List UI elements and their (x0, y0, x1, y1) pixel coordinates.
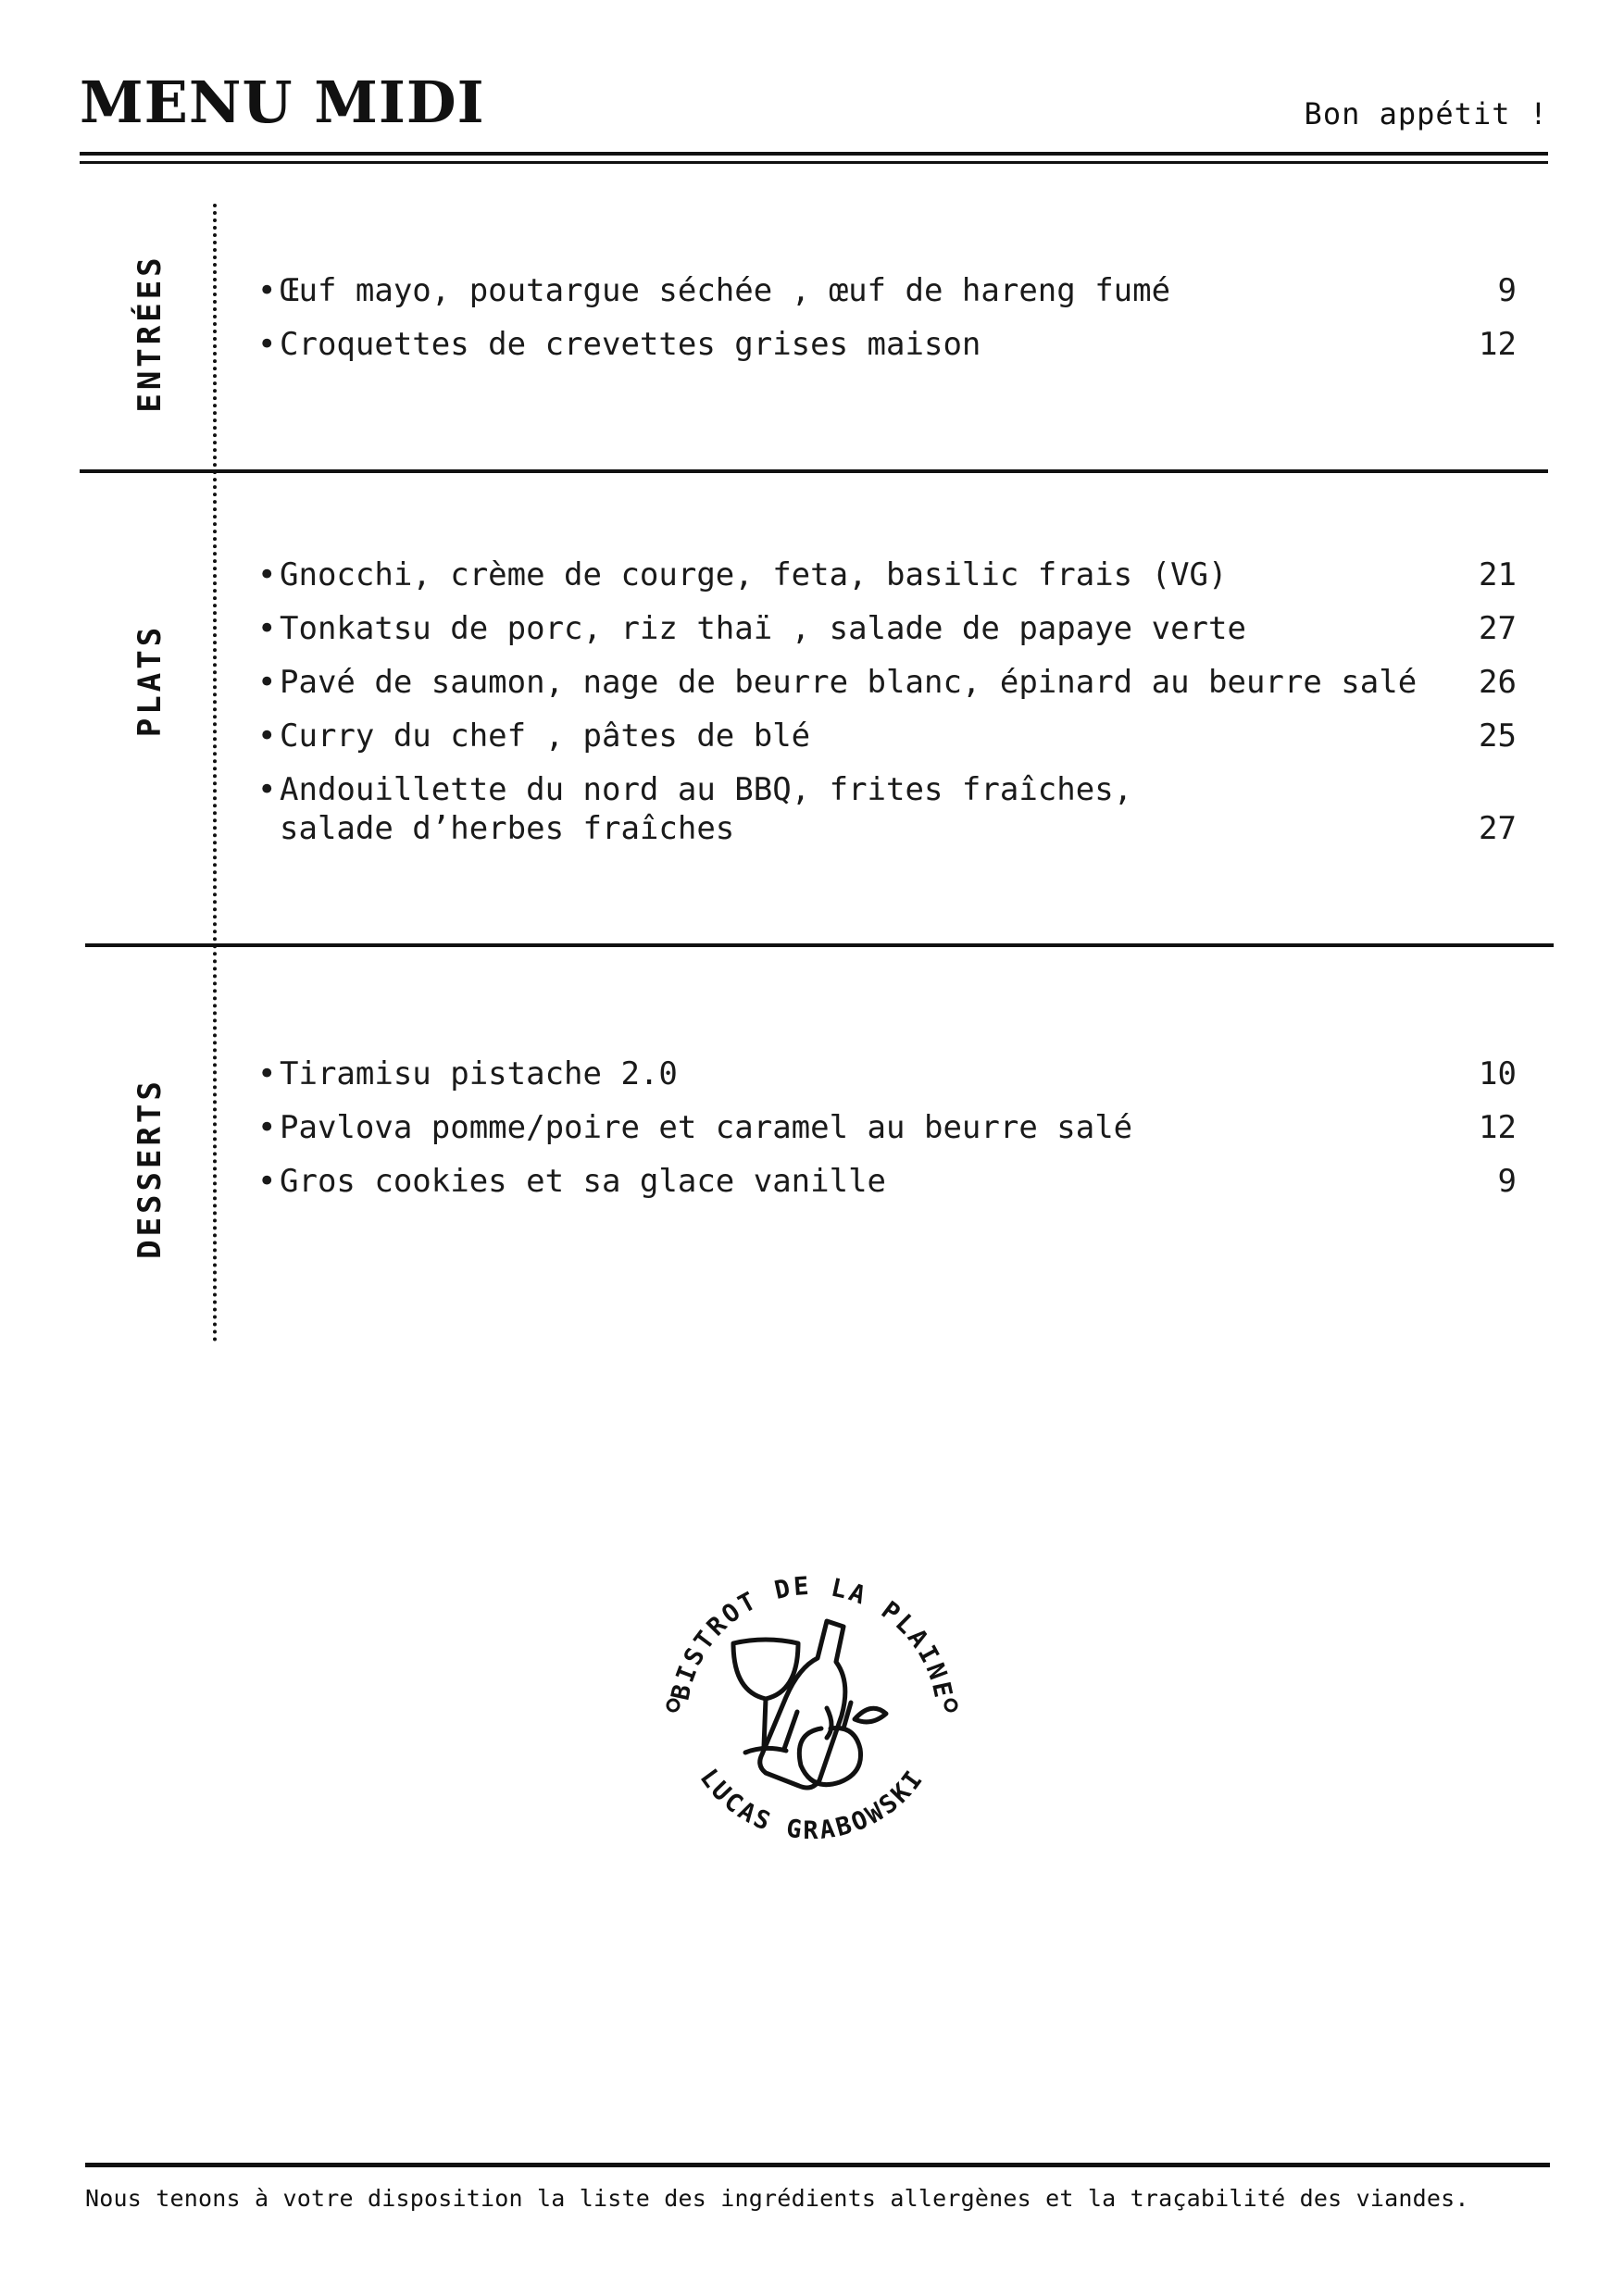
menu-item-name: Curry du chef , pâtes de blé (280, 718, 811, 755)
section-items-entrees (257, 271, 1517, 379)
section-divider-dotted (213, 204, 217, 1342)
menu-item-name: Andouillette du nord au BBQ, frites fraîches, salade d’herbes fraîches (280, 771, 1133, 847)
bullet: • (257, 272, 277, 309)
footer-rule (85, 2163, 1550, 2167)
menu-item-name: Tiramisu pistache 2.0 (280, 1055, 678, 1092)
menu-item (257, 717, 1517, 755)
menu-item-price: 25 (1479, 718, 1517, 755)
menu-item (257, 770, 1517, 848)
bistrot-logo-stamp (645, 1543, 979, 1877)
bullet: • (257, 1109, 277, 1146)
menu-item (257, 663, 1517, 702)
section-label-entrees-text: ENTRÉES (131, 254, 169, 413)
section-items-desserts (257, 1054, 1517, 1216)
menu-item-price: 9 (1497, 272, 1517, 309)
allergen-note: Nous tenons à votre disposition la liste des ingrédients allergènes et la traçabilité des viandes. (85, 2185, 1469, 2212)
section-label-plats-text: PLATS (131, 623, 169, 738)
bullet: • (257, 1055, 277, 1092)
page-title: MENU MIDI (80, 69, 485, 136)
menu-item (257, 1162, 1517, 1201)
logo-dot-left (668, 1700, 679, 1711)
menu-item-price: 12 (1479, 1109, 1517, 1146)
menu-item-price: 27 (1479, 610, 1517, 647)
menu-item-name: Pavlova pomme/poire et caramel au beurre salé (280, 1109, 1133, 1146)
svg-text:BISTROT DE LA PLAINE (667, 1572, 958, 1703)
menu-item-name: Croquettes de crevettes grises maison (280, 326, 981, 363)
menu-item (257, 1054, 1517, 1093)
section-items-plats (257, 555, 1517, 863)
menu-item-price: 10 (1479, 1055, 1517, 1092)
menu-item (257, 609, 1517, 648)
menu-item-name: Gros cookies et sa glace vanille (280, 1163, 887, 1200)
logo-dot-right (945, 1700, 956, 1711)
logo-top-text: BISTROT DE LA PLAINE (666, 1571, 958, 1703)
bullet: • (257, 610, 277, 647)
menu-item-price: 21 (1479, 556, 1517, 593)
section-rule-plats-desserts (85, 943, 1554, 947)
section-rule-entrees-plats (80, 469, 1548, 473)
menu-item-name: Œuf mayo, poutargue séchée , œuf de hareng fumé (280, 272, 1171, 309)
bullet: • (257, 718, 277, 755)
menu-item-price: 26 (1479, 664, 1517, 701)
bullet: • (257, 1163, 277, 1200)
bullet: • (257, 556, 277, 593)
menu-item (257, 555, 1517, 594)
menu-item-price: 12 (1479, 326, 1517, 363)
header-double-rule (80, 152, 1548, 164)
bullet: • (257, 664, 277, 701)
svg-text:LUCAS GRABOWSKI (694, 1764, 931, 1845)
greeting-text: Bon appétit ! (1304, 96, 1548, 131)
menu-item-name: Pavé de saumon, nage de beurre blanc, épinard au beurre salé (280, 664, 1418, 701)
menu-item-price: 9 (1497, 1163, 1517, 1200)
bullet: • (257, 326, 277, 363)
menu-item-name: Gnocchi, crème de courge, feta, basilic frais (VG) (280, 556, 1228, 593)
bullet: • (257, 771, 277, 808)
section-label-desserts-text: DESSERTS (131, 1078, 169, 1259)
menu-item (257, 325, 1517, 364)
menu-item (257, 271, 1517, 310)
logo-bottom-text: LUCAS GRABOWSKI (693, 1764, 931, 1845)
menu-item-name: Tonkatsu de porc, riz thaï , salade de papaye verte (280, 610, 1246, 647)
menu-item (257, 1108, 1517, 1147)
menu-item-price: 27 (1479, 810, 1517, 847)
